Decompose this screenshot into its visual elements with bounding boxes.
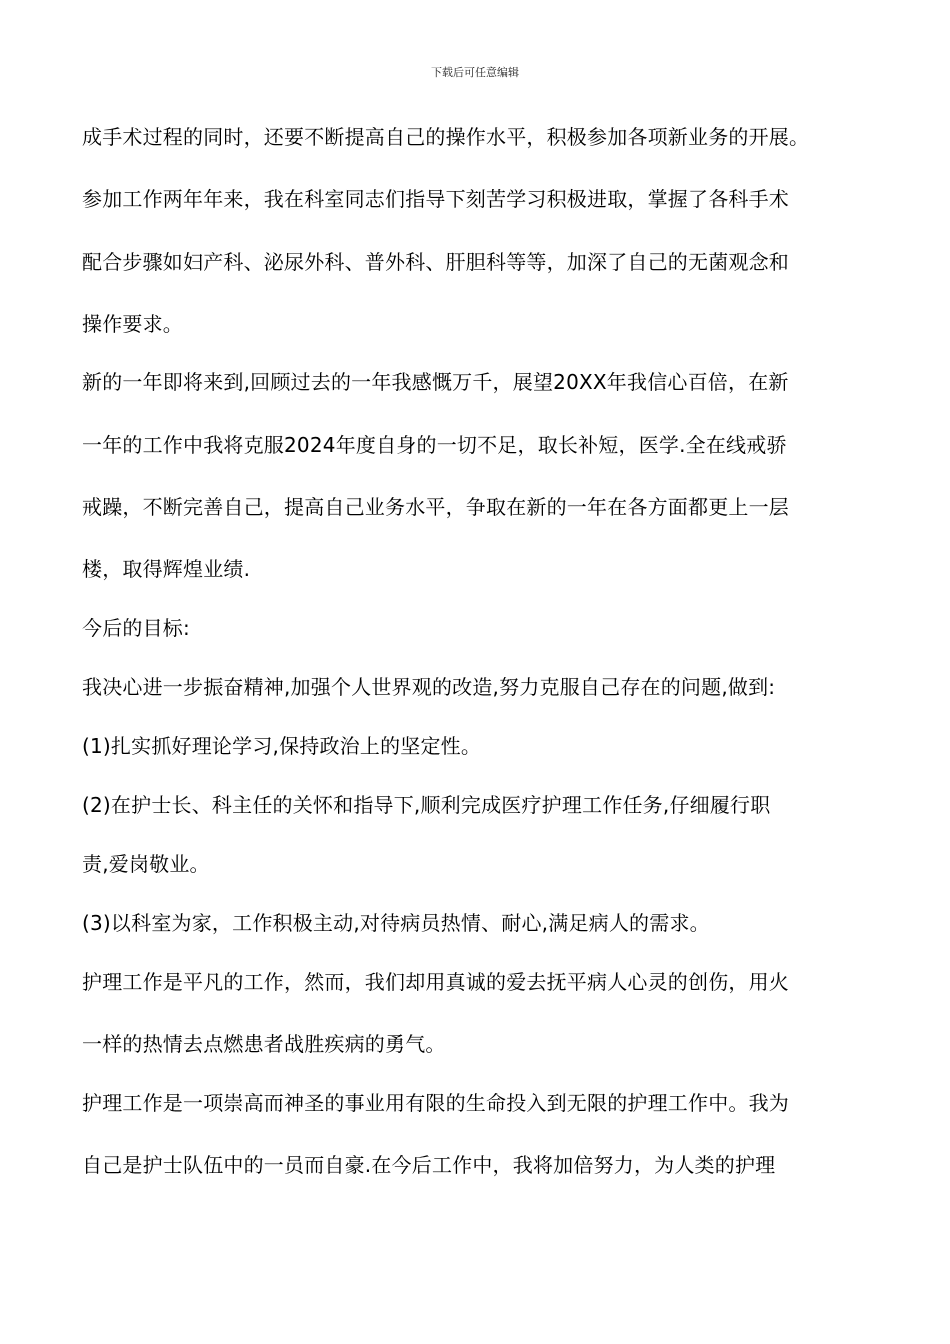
paragraph-line: 护理工作是一项崇高而神圣的事业用有限的生命投入到无限的护理工作中。我为 xyxy=(82,1091,789,1115)
page-header: 下载后可任意编辑 xyxy=(431,66,519,79)
list-item: (2)在护士长、科主任的关怀和指导下,顺利完成医疗护理工作任务,仔细履行职 xyxy=(82,793,771,817)
paragraph-line: 自己是护士队伍中的一员而自豪.在今后工作中，我将加倍努力，为人类的护理 xyxy=(82,1153,776,1177)
list-item-continuation: 责,爱岗敬业。 xyxy=(82,852,210,876)
paragraph-line: 戒躁，不断完善自己，提高自己业务水平，争取在新的一年在各方面都更上一层 xyxy=(82,495,789,519)
paragraph-line: 一年的工作中我将克服2024年度自身的一切不足，取长补短，医学.全在线戒骄 xyxy=(82,433,787,457)
list-item: (3)以科室为家，工作积极主动,对待病员热情、耐心,满足病人的需求。 xyxy=(82,911,710,935)
list-item: (1)扎实抓好理论学习,保持政治上的坚定性。 xyxy=(82,734,482,758)
paragraph-line: 操作要求。 xyxy=(82,312,183,336)
paragraph-line: 楼，取得辉煌业绩. xyxy=(82,557,251,581)
paragraph-line: 一样的热情去点燃患者战胜疾病的勇气。 xyxy=(82,1032,446,1056)
paragraph-line: 成手术过程的同时，还要不断提高自己的操作水平，积极参加各项新业务的开展。 xyxy=(82,125,810,149)
section-heading: 今后的目标: xyxy=(82,616,190,640)
paragraph-line: 我决心进一步振奋精神,加强个人世界观的改造,努力克服自己存在的问题,做到: xyxy=(82,675,776,699)
paragraph-line: 配合步骤如妇产科、泌尿外科、普外科、肝胆科等等，加深了自己的无菌观念和 xyxy=(82,250,789,274)
paragraph-line: 新的一年即将来到,回顾过去的一年我感慨万千，展望20XX年我信心百倍，在新 xyxy=(82,370,789,394)
paragraph-line: 护理工作是平凡的工作，然而，我们却用真诚的爱去抚平病人心灵的创伤，用火 xyxy=(82,970,789,994)
paragraph-line: 参加工作两年年来，我在科室同志们指导下刻苦学习积极进取，掌握了各科手术 xyxy=(82,187,789,211)
